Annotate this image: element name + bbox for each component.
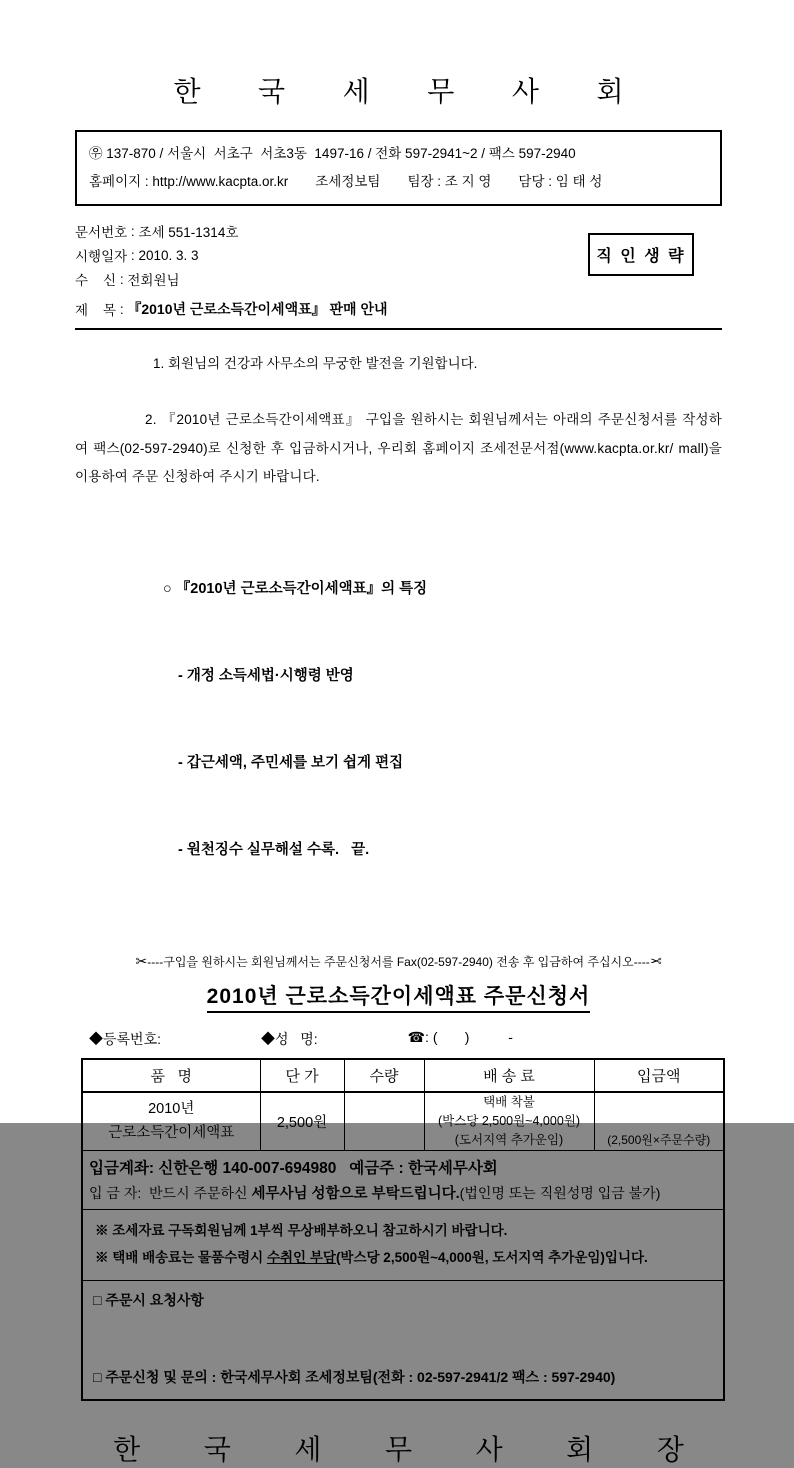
shipping-line2: (박스당 2,500원~4,000원): [437, 1114, 581, 1129]
account-info-row: [82, 1150, 724, 1209]
depositor-post: (법인명 또는 직원성명 입금 불가): [459, 1184, 661, 1201]
recipient-label: 수 신: [75, 273, 117, 289]
account-number-line: 입금계좌: 신한은행 140-007-694980 예금주 : 한국세무사회: [89, 1159, 498, 1177]
column-header-quantity: 수량: [344, 1059, 424, 1092]
deposit-amount-cell: (2,500원×주문수량): [594, 1092, 724, 1150]
footer-title: 한 국 세 무 사 회 장: [113, 1433, 700, 1465]
note-shipping-underline: 수취인 부담: [266, 1249, 336, 1265]
issue-date-label: 시행일자: [75, 249, 128, 265]
order-form-title: 2010년 근로소득간이세액표 주문신청서: [207, 980, 591, 1013]
unit-price-cell: 2,500원: [260, 1092, 344, 1150]
staff-name: 담당 : 임 태 성: [518, 173, 603, 189]
address-line: ㉾ 137-870 / 서울시 서초구 서초3동 1497-16 / 전화 597-2941~2 / 팩스 597-2940: [89, 146, 576, 161]
order-instruction-paragraph: 2. 『2010년 근로소득간이세액표』 구입을 원하시는 회원님께서는 아래의 주문신청서를 작성하여 팩스(02-597-2940)로 신청한 후 입금하시거나, 우리회 홈페이지 조세전문서점(www.kacpta.or.kr/ mall)을 이용하여 주문 신청하여 주시기 바랍니다.: [75, 412, 722, 485]
product-name-line2: 근로소득간이세액표: [108, 1124, 235, 1141]
feature-item: - 갑근세액, 주민세를 보기 쉽게 편집: [178, 755, 404, 772]
greeting-paragraph: 1. 회원님의 건강과 사무소의 무궁한 발전을 기원합니다.: [153, 356, 478, 372]
order-contact-line: □ 주문신청 및 문의 : 한국세무사회 조세정보팀(전화 : 02-597-2941/2 팩스 : 597-2940): [93, 1368, 616, 1385]
notes-row: [82, 1209, 724, 1280]
note-shipping-fee: [95, 1244, 717, 1271]
note-shipping-post: (박스당 2,500원~4,000원, 도서지역 추가운임)입니다.: [335, 1249, 648, 1265]
account-info-cell: [82, 1150, 724, 1209]
subject-label: 제 목: [75, 303, 117, 319]
note-free-copy: ※ 조세자료 구독회원님께 1부씩 무상배부하오니 참고하시기 바랍니다.: [95, 1222, 508, 1238]
divider-rule: [75, 328, 722, 330]
seal-omitted-box: 직 인 생 략: [588, 233, 694, 276]
cutline-text: ----구입을 원하시는 회원님께서는 주문신청서를 Fax(02-597-2940) 전송 후 입금하여 주십시오----: [147, 955, 650, 970]
subject-row: [75, 297, 722, 321]
name-field-label: ◆성 명:: [261, 1031, 318, 1048]
colon: :: [116, 301, 128, 317]
subject-value: 『2010년 근로소득간이세액표』 판매 안내: [127, 301, 388, 318]
order-request-label: □ 주문시 요청사항: [93, 1291, 204, 1308]
notes-cell: [82, 1209, 724, 1280]
column-header-unit-price: 단 가: [260, 1059, 344, 1092]
column-header-product: 품 명: [82, 1059, 260, 1092]
depositor-pre: 입 금 자: 반드시 주문하신: [89, 1184, 252, 1201]
order-form-title-wrap: [75, 980, 722, 1013]
org-title: 한 국 세 무 사 회: [173, 76, 638, 107]
note-shipping-pre: ※ 택배 배송료는 물품수령시: [95, 1249, 267, 1265]
features-list: [163, 517, 722, 923]
order-form-fields: [89, 1029, 722, 1049]
order-table: [81, 1058, 725, 1400]
website-text: 홈페이지 : http://www.kacpta.or.kr: [89, 173, 289, 189]
column-header-deposit: 입금액: [594, 1059, 724, 1092]
colon: :: [127, 223, 139, 239]
phone-field-label: ☎: ( ) -: [407, 1029, 513, 1046]
issue-date-value: 2010. 3. 3: [138, 247, 199, 263]
doc-meta-section: [75, 219, 722, 321]
product-name-line1: 2010년: [148, 1100, 195, 1117]
scissors-icon-right: ✂: [649, 953, 662, 970]
scissors-icon-left: ✂: [135, 953, 148, 970]
features-heading: ○ 『2010년 근로소득간이세액표』의 특징: [163, 581, 428, 598]
address-box: [75, 130, 722, 206]
shipping-line1: 택배 착불: [483, 1095, 535, 1110]
colon: :: [116, 271, 128, 287]
colon: :: [127, 247, 139, 263]
registration-number-field-label: ◆등록번호:: [89, 1031, 161, 1048]
request-row: [82, 1280, 724, 1400]
doc-number-label: 문서번호: [75, 225, 128, 241]
cutline: [61, 953, 736, 970]
feature-item: - 개정 소득세법·시행령 반영: [178, 668, 354, 685]
contact-line: [89, 168, 708, 196]
request-cell: [82, 1280, 724, 1400]
shipping-line3: (도서지역 추가운임): [454, 1132, 564, 1147]
doc-number-value: 조세 551-1314호: [138, 225, 239, 241]
product-name-cell: [82, 1092, 260, 1150]
team-leader: 팀장 : 조 지 영: [407, 173, 492, 189]
feature-item: - 원천징수 실무해설 수록. 끝.: [178, 842, 370, 859]
depositor-line: [89, 1182, 717, 1203]
team-name: 조세정보팀: [315, 173, 381, 189]
quantity-cell: [344, 1092, 424, 1150]
product-row: [82, 1092, 724, 1150]
table-header-row: [82, 1059, 724, 1092]
column-header-shipping: 배 송 료: [424, 1059, 594, 1092]
shipping-cell: [424, 1092, 594, 1150]
recipient-value: 전회원님: [127, 273, 180, 289]
depositor-bold: 세무사님 성함으로 부탁드립니다.: [251, 1185, 460, 1202]
